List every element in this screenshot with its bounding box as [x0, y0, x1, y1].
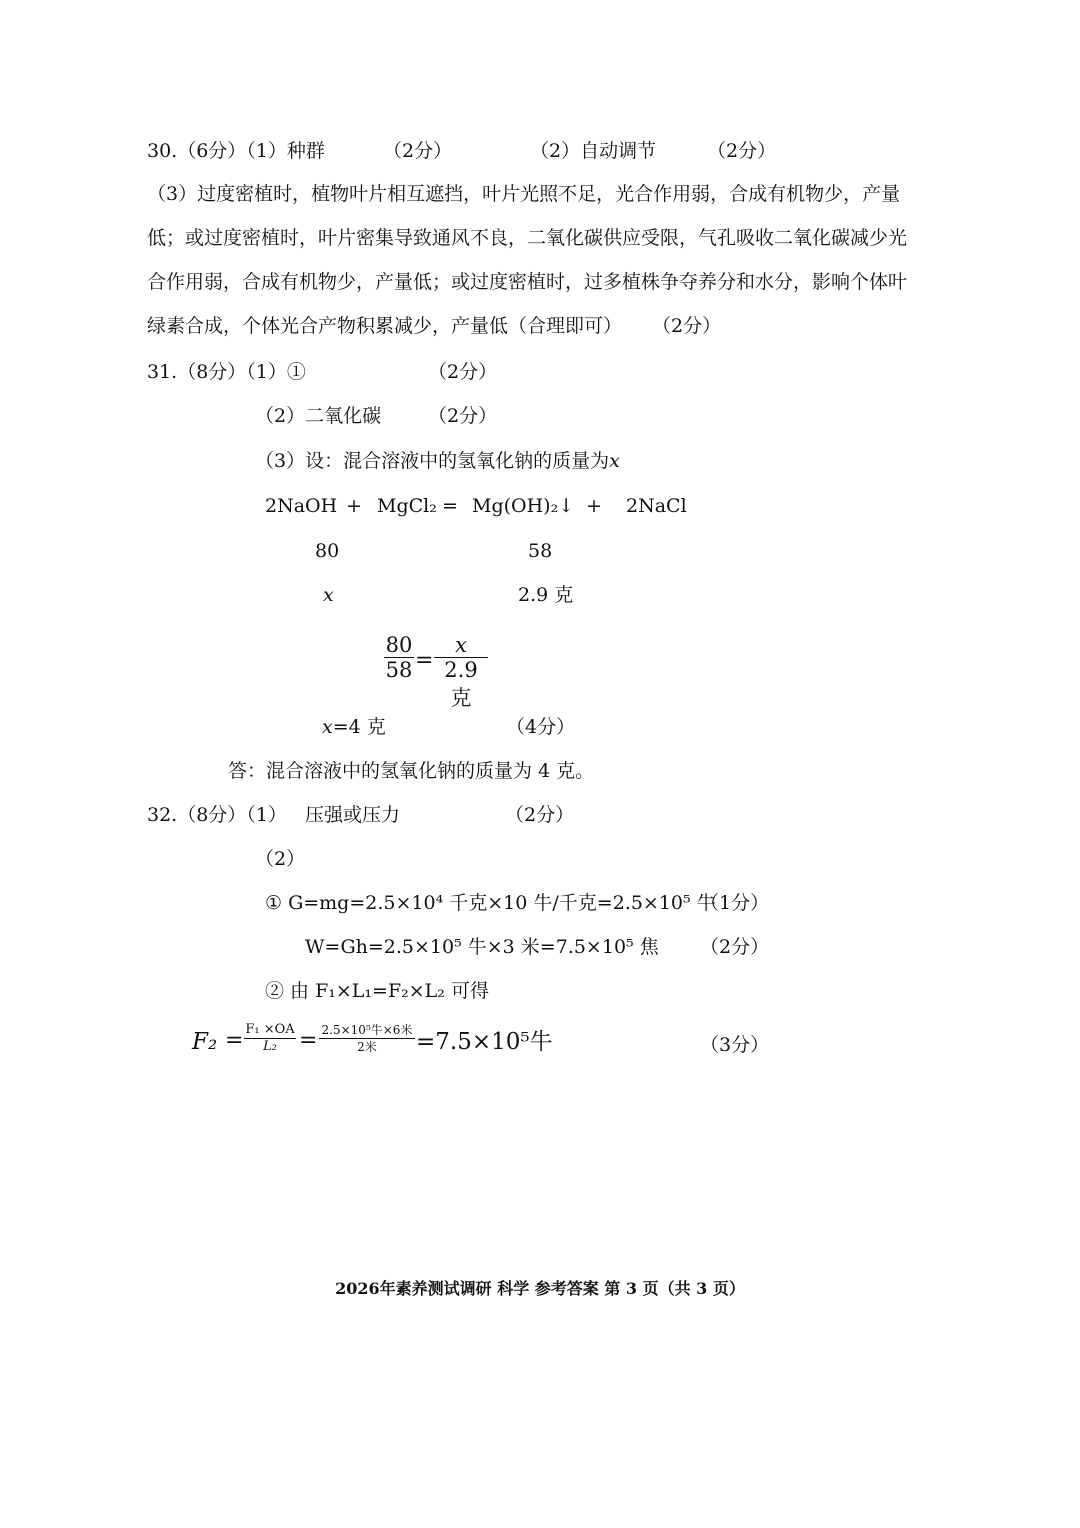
q32-part2: （2） [255, 848, 306, 870]
ratio-left-den: 58 [385, 658, 413, 682]
f2-equals-2: = [299, 1028, 318, 1053]
q32-lever-line: ② 由 F₁×L₁=F₂×L₂ 可得 [265, 980, 489, 1002]
ratio-right-den: 2.9克 [444, 658, 478, 710]
eq-reactant-naoh: 2NaOH [265, 495, 338, 517]
eq-reactant-mgcl2: MgCl₂ [377, 495, 437, 517]
q32-work-score: （2分） [700, 936, 770, 958]
molar-mass-mgoh2: 58 [528, 540, 553, 562]
f2-den-1: L₂ [263, 1039, 277, 1054]
ratio-left-fraction [384, 633, 414, 682]
q32-gravity-line: ① G=mg=2.5×10⁴ 千克×10 牛/千克=2.5×10⁵ 牛 [265, 892, 716, 914]
q30-head: 30.（6分）（1）种群 [147, 140, 325, 162]
ratio-left-num: 80 [385, 633, 413, 657]
q31-result-score: （4分） [506, 716, 576, 738]
f2-num-2: 2.5×10⁵牛×6米 [321, 1023, 413, 1037]
f2-fraction-2 [319, 1022, 415, 1055]
f2-symbol: F₂ [192, 1029, 218, 1055]
q31-answer: 答：混合溶液中的氢氧化钠的质量为 4 克。 [228, 760, 595, 782]
q31-part3 [255, 449, 620, 473]
molar-mass-naoh: 80 [315, 540, 340, 562]
q30-part1-score: （2分） [383, 140, 453, 162]
q31-result-var: x [322, 716, 333, 738]
q32-work-line: W=Gh=2.5×10⁵ 牛×3 米=7.5×10⁵ 焦 [305, 936, 659, 958]
q32-gravity-score: （1分） [700, 892, 770, 914]
eq-product-mgoh2: Mg(OH)₂↓ [472, 495, 575, 517]
q32-part1-score: （2分） [505, 804, 575, 826]
ratio-right-num: x [455, 633, 467, 657]
q30-part3-score: （2分） [652, 315, 722, 337]
q31-head: 31.（8分）（1）① [147, 361, 306, 383]
eq-equals: = [442, 495, 458, 517]
f2-num-1: F₁ ×OA [245, 1022, 295, 1037]
f2-equals-1: = [225, 1028, 244, 1053]
f2-fraction-1 [244, 1022, 296, 1055]
q30-part2-score: （2分） [707, 140, 777, 162]
ratio-equals: = [415, 648, 434, 673]
f2-den-2: 2米 [357, 1040, 377, 1054]
f2-score: （3分） [700, 1034, 770, 1056]
q31-part3-text: （3）设：混合溶液中的氢氧化钠的质量为 [255, 450, 610, 472]
q31-var-x: x [609, 450, 620, 472]
eq-plus-1: + [346, 495, 362, 517]
q32-part1: 压强或压力 [305, 804, 401, 826]
q30-part3-text: （3）过度密植时，植物叶片相互遮挡，叶片光照不足，光合作用弱，合成有机物少，产量低；或过度密植时，叶片密集导致通风不良，二氧化碳供应受限，气孔吸收二氧化碳减少光合作用弱，合成有机物少，产量低；或过度密植时，过多植株争夺养分和水分，影响个体叶绿素合成，个体光合产物积累减少，产量低（合理即可） [147, 183, 908, 337]
q31-result-value: =4 克 [332, 716, 386, 738]
q31-result [322, 715, 386, 739]
q30-part2: （2）自动调节 [530, 140, 657, 162]
q30-part3 [147, 172, 917, 348]
known-mass: 2.9 克 [518, 584, 574, 606]
eq-product-nacl: 2NaCl [626, 495, 687, 517]
ratio-right-fraction [434, 633, 488, 712]
page-footer: 2026年素养测试调研 科学 参考答案 第 3 页（共 3 页） [335, 1279, 745, 1298]
q31-part1-score: （2分） [428, 361, 498, 383]
q31-part2: （2）二氧化碳 [255, 405, 382, 427]
unknown-x: x [323, 584, 334, 606]
q32-head: 32.（8分）（1） [147, 804, 287, 826]
eq-plus-2: + [586, 495, 602, 517]
q31-part2-score: （2分） [428, 405, 498, 427]
f2-result: =7.5×10⁵牛 [416, 1029, 553, 1055]
